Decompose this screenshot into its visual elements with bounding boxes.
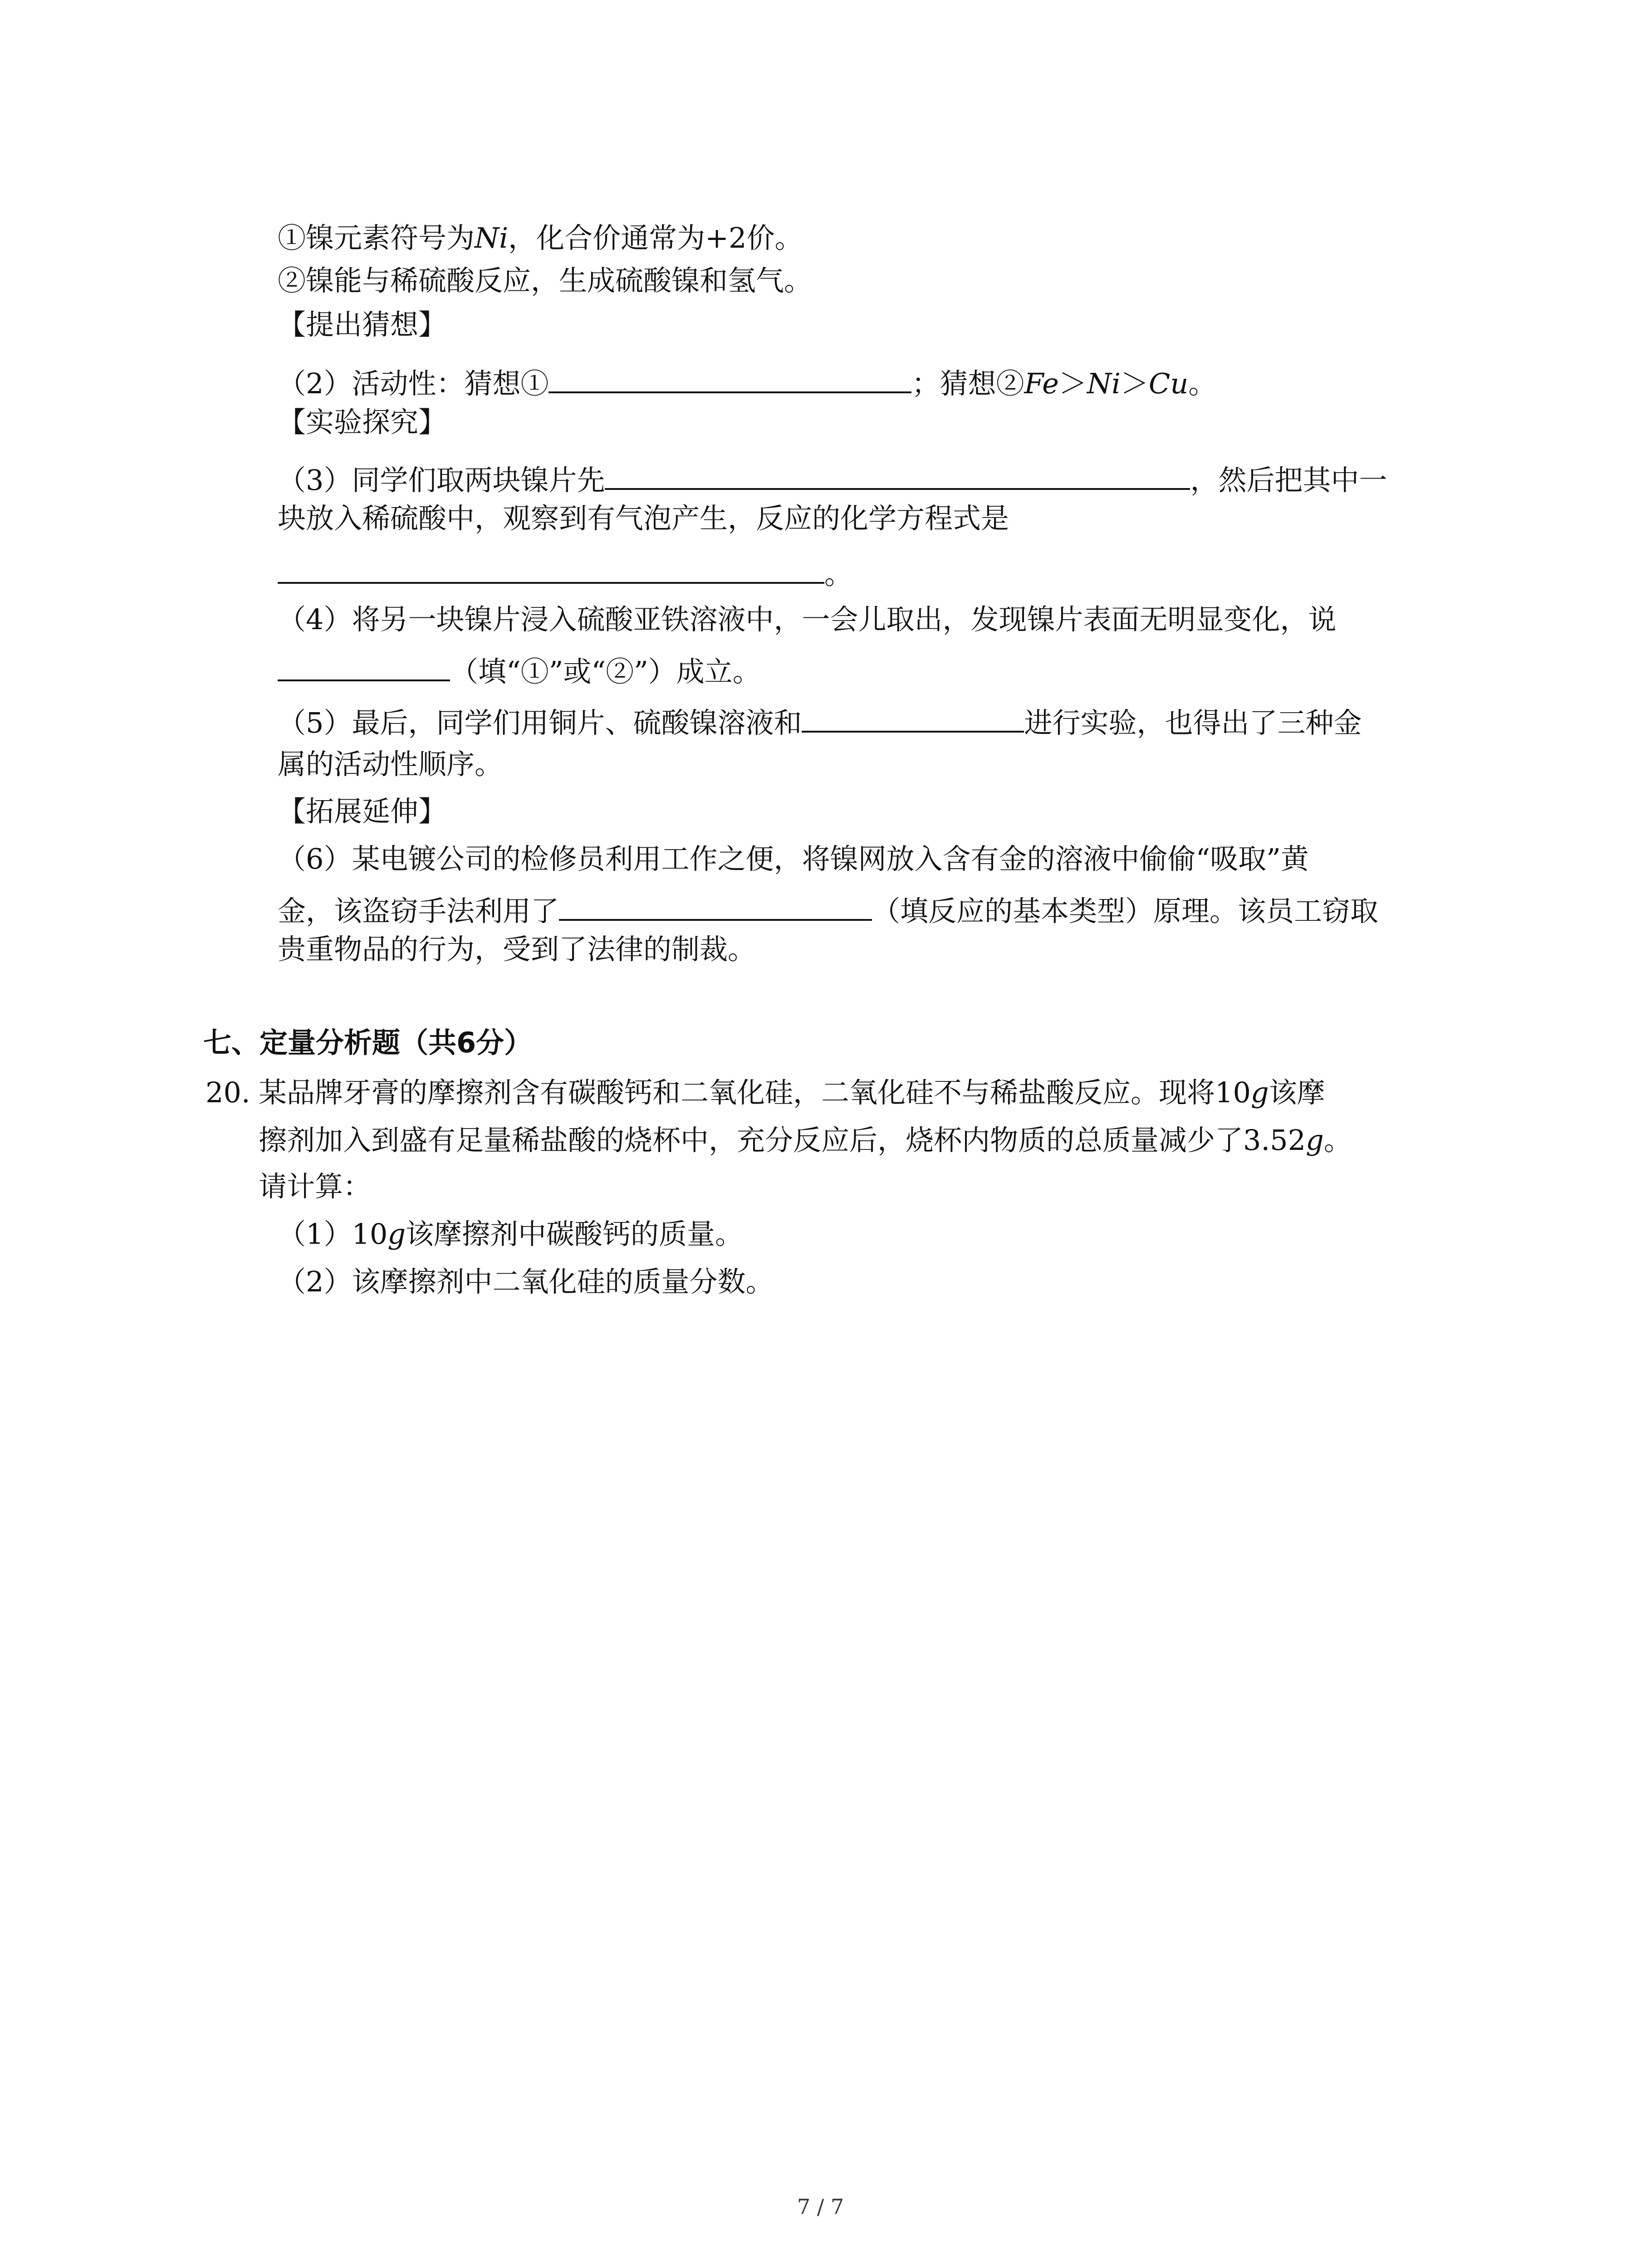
- question-3-line-3: [278, 556, 853, 591]
- question-20-line-3: 请计算：: [259, 1170, 372, 1203]
- q20-unit-g-1: g: [1250, 1076, 1269, 1109]
- section-extension: 【拓展延伸】: [278, 795, 447, 828]
- question-3-line-1: [278, 462, 1387, 497]
- q5-answer-blank[interactable]: [802, 704, 1024, 733]
- q6-prefix: 金，该盗窃手法利用了: [278, 894, 559, 928]
- question-6-line-2: [278, 893, 1379, 928]
- q6-suffix: （填反应的基本类型）原理。该员工窃取: [872, 894, 1379, 928]
- q20-unit-g-3: g: [387, 1217, 406, 1251]
- q20-sub1-a: （1）10: [278, 1217, 388, 1251]
- q2-prefix: （2）活动性：猜想①: [278, 367, 549, 400]
- q2-cu: Cu: [1148, 367, 1189, 400]
- question-20-sub-2: （2）该摩擦剂中二氧化硅的质量分数。: [278, 1265, 774, 1298]
- q2-end: 。: [1188, 367, 1217, 400]
- q2-gt-1: ＞: [1058, 367, 1087, 400]
- question-20-line-1: [259, 1076, 1325, 1109]
- question-6-line-3: 贵重物品的行为，受到了法律的制裁。: [278, 933, 756, 966]
- question-6-line-1: （6）某电镀公司的检修员利用工作之便，将镍网放入含有金的溶液中偷偷“吸取”黄: [278, 842, 1309, 875]
- question-5-line-1: [278, 704, 1362, 737]
- q3-equation-blank[interactable]: [278, 556, 824, 584]
- q2-answer-blank[interactable]: [549, 365, 911, 393]
- question-20-line-2: [259, 1124, 1352, 1157]
- q2-fe: Fe: [1024, 367, 1059, 400]
- page-number: 7 / 7: [797, 2195, 844, 2219]
- question-5-line-2: 属的活动性顺序。: [278, 748, 503, 781]
- q6-answer-blank[interactable]: [559, 893, 872, 921]
- question-4-line-1: （4）将另一块镍片浸入硫酸亚铁溶液中，一会儿取出，发现镍片表面无明显变化，说: [278, 603, 1337, 636]
- q2-ni: Ni: [1087, 367, 1121, 400]
- q20-line2-a: 擦剂加入到盛有足量稀盐酸的烧杯中，充分反应后，烧杯内物质的总质量减少了3.52: [259, 1124, 1306, 1157]
- fact-2: ②镍能与稀硫酸反应，生成硫酸镍和氢气。: [278, 264, 813, 297]
- question-20-sub-1: [278, 1217, 744, 1251]
- fact-1-text-b: ，化合价通常为+2价。: [508, 221, 803, 254]
- q20-line1-b: 该摩: [1269, 1076, 1325, 1109]
- question-3-line-2: 块放入稀硫酸中，观察到有气泡产生，反应的化学方程式是: [278, 502, 1009, 535]
- q3-prefix: （3）同学们取两块镍片先: [278, 464, 605, 497]
- q20-line2-b: 。: [1323, 1124, 1352, 1157]
- question-20-number: 20.: [206, 1076, 250, 1109]
- q4-suffix: （填“①”或“②”）成立。: [450, 655, 761, 688]
- q2-gt-2: ＞: [1120, 367, 1149, 400]
- section-experiment: 【实验探究】: [278, 406, 447, 439]
- q2-mid: ；猜想②: [911, 367, 1024, 400]
- q20-sub1-b: 该摩擦剂中碳酸钙的质量。: [406, 1217, 744, 1251]
- fact-1: [278, 221, 803, 254]
- fact-1-text-a: ①镍元素符号为: [278, 221, 475, 254]
- question-4-line-2: [278, 653, 761, 686]
- q20-unit-g-2: g: [1306, 1124, 1324, 1157]
- part-7-heading: 七、定量分析题（共6分）: [203, 1026, 533, 1059]
- section-hypothesis: 【提出猜想】: [278, 308, 447, 341]
- question-2: [278, 365, 1216, 398]
- q5-prefix: （5）最后，同学们用铜片、硫酸镍溶液和: [278, 706, 802, 739]
- nickel-symbol: Ni: [475, 221, 509, 254]
- q4-answer-blank[interactable]: [278, 653, 450, 681]
- q3-end: 。: [824, 557, 853, 591]
- q3-suffix: ，然后把其中一: [1190, 464, 1387, 497]
- q5-suffix: 进行实验，也得出了三种金: [1024, 706, 1362, 739]
- q20-line1-a: 某品牌牙膏的摩擦剂含有碳酸钙和二氧化硅，二氧化硅不与稀盐酸反应。现将10: [259, 1076, 1251, 1109]
- q3-answer-blank-1[interactable]: [605, 462, 1190, 490]
